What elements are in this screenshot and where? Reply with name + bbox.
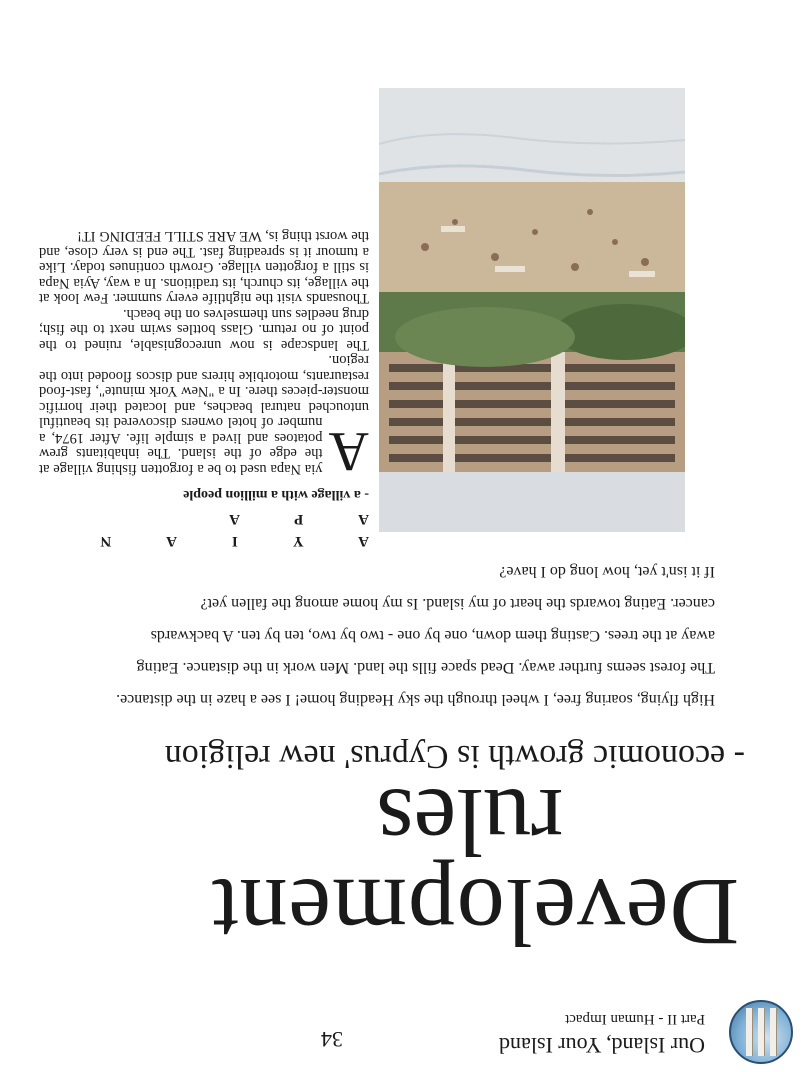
article-paragraph: The landscape is now unrecognisable, ruined to the point of no return. Glass bottles swim next to the fish; drug needles sun themselves on the beach.: [39, 306, 369, 353]
poem-line: The forest seems further away. Dead space fills the land. Men work in the distance. Eating: [136, 659, 715, 676]
headline-line2: rules: [376, 769, 563, 876]
drop-cap: A: [328, 420, 369, 482]
article-paragraph: [39, 352, 369, 482]
photo-illustration: [379, 88, 685, 532]
headline-line1: Development: [210, 859, 739, 966]
intro-poem: [25, 555, 715, 715]
poem-line: away at the trees. Casting them down, one by one - two by two, ten by ten. A backwards: [150, 627, 715, 644]
headline-subtitle: - economic growth is Cyprus' new religion: [164, 738, 745, 775]
article-ayia-napa: [39, 228, 369, 552]
paragraph-text: yia Napa used to be a forgotten fishing village at the edge of the island. The inhabitants grew potatoes and lived a simple life. After 1974, a number of hotel owners discovered its beautiful untouched natural beaches, and located their horrific monster-pieces there. In a "New York minute", fast-food restaurants, motorbike hirers and discos flooded into the region.: [39, 352, 369, 477]
series-title: Our Island, Your Island: [499, 1033, 705, 1058]
poem-line: cancer. Eating towards the heart of my island. Is my home among the fallen yet?: [200, 595, 715, 612]
article-paragraph: Thousands visit the nightlife every summer. Few look at the village, its church, its traditions. In a way, Ayia Napa is still a forgotten village. Growth continues today. Like a tumour it is spreading fast. The end is very close, and the worst thing is, WE ARE STILL FEEDING IT!: [39, 228, 369, 307]
poem-line: High flying, soaring free, I wheel through the sky Heading home! I see a haze in the distance.: [116, 691, 715, 708]
poem-line: If it isn't yet, how long do I have?: [499, 563, 715, 580]
beach-hotel-photo: [379, 88, 685, 532]
article-title: A Y I A N A P A: [74, 511, 369, 549]
part-title: Part II - Human Impact: [565, 1011, 705, 1027]
island-logo-icon: [729, 1000, 793, 1064]
article-subtitle: - a village with a million people: [183, 487, 369, 502]
running-header: [455, 1010, 705, 1058]
article-body: [39, 228, 369, 482]
page-number: 34: [321, 1027, 343, 1052]
